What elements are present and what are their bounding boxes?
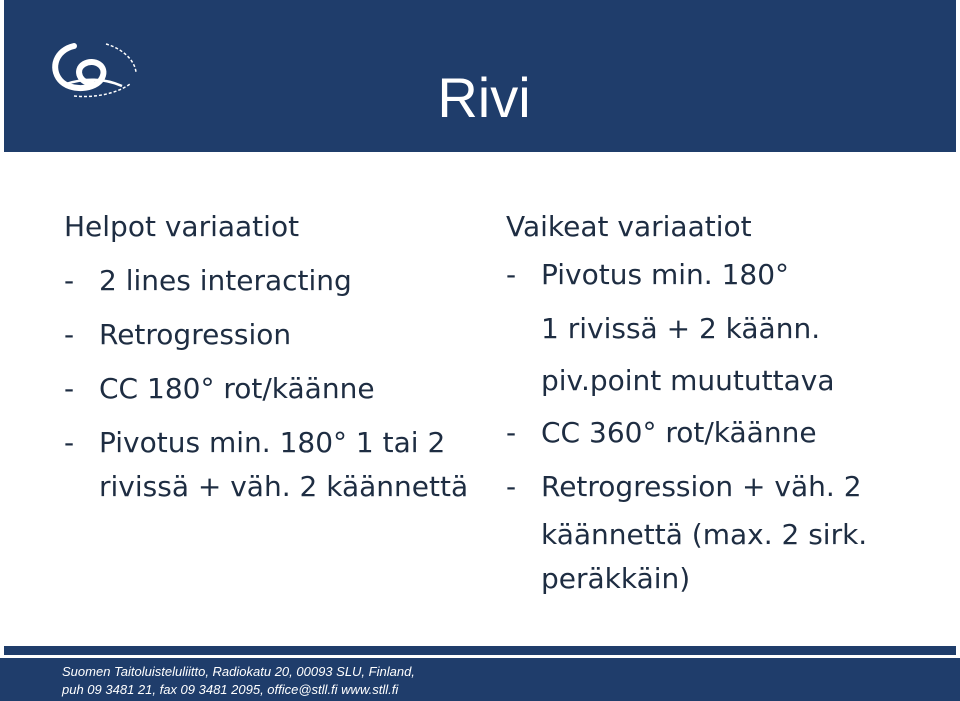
- list-item-text: peräkkäin): [541, 562, 691, 595]
- footer-divider: [4, 646, 956, 655]
- list-dash: -: [506, 258, 517, 291]
- list-dash: -: [506, 416, 517, 449]
- list-item-text: piv.point muututtava: [541, 364, 835, 397]
- list-dash: -: [506, 470, 517, 503]
- list-item-text: 2 lines interacting: [99, 264, 352, 297]
- federation-logo: [44, 34, 144, 100]
- list-item-text: käännettä (max. 2 sirk.: [541, 518, 868, 551]
- easy-variations-heading: Helpot variaatiot: [64, 210, 300, 243]
- list-dash: -: [64, 318, 75, 351]
- list-item-text: 1 rivissä + 2 käänn.: [541, 312, 821, 345]
- list-item-text: rivissä + väh. 2 käännettä: [99, 470, 469, 503]
- list-item-text: Pivotus min. 180° 1 tai 2: [99, 426, 446, 459]
- skating-logo-icon: [44, 34, 144, 100]
- footer: [0, 658, 960, 701]
- footer-contact: puh 09 3481 21, fax 09 3481 2095, office@stll.fi www.stll.fi: [62, 682, 399, 697]
- list-item-text: Retrogression: [99, 318, 292, 351]
- slide-header: [4, 0, 956, 152]
- list-item-text: Pivotus min. 180°: [541, 258, 790, 291]
- footer-address: Suomen Taitoluisteluliitto, Radiokatu 20, 00093 SLU, Finland,: [62, 664, 415, 679]
- list-dash: -: [64, 426, 75, 459]
- list-item-text: CC 180° rot/käänne: [99, 372, 375, 405]
- list-dash: -: [64, 372, 75, 405]
- list-dash: -: [64, 264, 75, 297]
- hard-variations-heading: Vaikeat variaatiot: [506, 210, 752, 243]
- list-item-text: CC 360° rot/käänne: [541, 416, 817, 449]
- slide-title: Rivi: [437, 66, 531, 129]
- list-item-text: Retrogression + väh. 2: [541, 470, 862, 503]
